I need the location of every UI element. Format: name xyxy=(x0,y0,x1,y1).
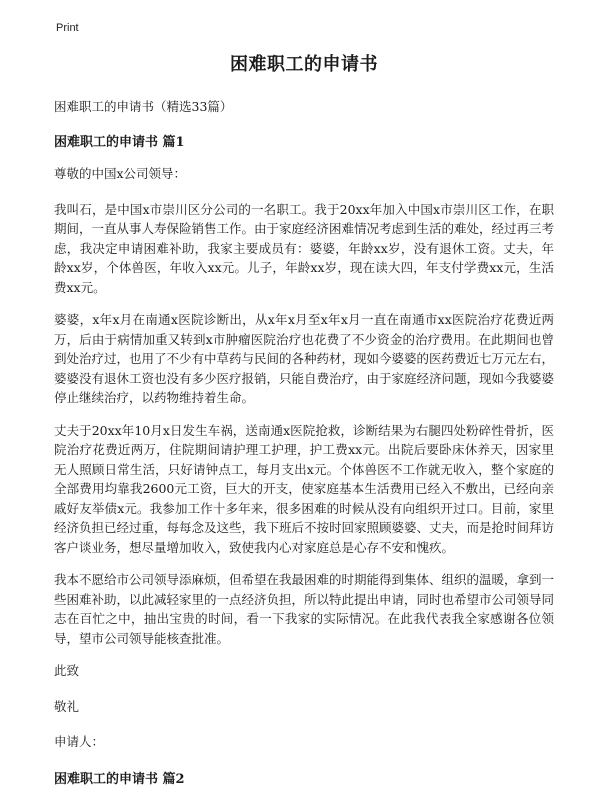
closing-regards: 此致 xyxy=(54,663,80,678)
document-title: 困难职工的申请书 xyxy=(230,54,378,75)
paragraph-3: 丈夫于20xx年10月x日发生车祸，送南通x医院抢救，诊断结果为右腿四处粉碎性骨折，医院治疗花费近两万，住院期间请护理工护理，护工费xx元。出院后要卧床休养天，因家里无人照顾日常生活，只好请钟点工，每月支出x元。个体兽医不工作就无收入，整个家庭的全部费用均靠我2600元工资，巨大的开支，使家庭基本生活费用已经入不敷出，已经向亲戚好友举债x元。我参加工作十多年来，很多困难的时候从没有向组织开过口。目前，家里经济负担已经过重，每每念及这些，我下班后不按时回家照顾婆婆、丈夫，而是抢时间拜访客户谈业务，想尽量增加收入，致使我内心对家庭总是心存不安和愧疚。 xyxy=(54,422,555,555)
applicant-line: 申请人： xyxy=(54,734,105,749)
section-heading-1: 困难职工的申请书 篇1 xyxy=(54,135,185,150)
closing-salute: 敬礼 xyxy=(54,698,80,714)
section-heading-2: 困难职工的申请书 篇2 xyxy=(54,771,185,787)
paragraph-4: 我本不愿给市公司领导添麻烦，但希望在我最困难的时期能得到集体、组织的温暖，拿到一些困难补助，以此减轻家里的一点经济负担，所以特此提出申请，同时也希望市公司领导同志在百忙之中，抽出宝贵的时间，看一下我家的实际情况。在此我代表我全家感谢各位领导，望市公司领导能核查批准。 xyxy=(54,572,555,646)
paragraph-2: 婆婆，x年x月在南通x医院诊断出，从x年x月至x年x月一直在南通市xx医院治疗花费近两万，后由于病情加重又转到x市肿瘤医院治疗也花费了不少资金的治疗费用。在此期间也曾到处治疗过，也用了不少有中草药与民间的各种药材，现如今婆婆的医药费近七万元左右，婆婆没有退休工资也没有多少医疗报销，只能自费治疗，由于家庭经济问题，现如今我婆婆停止继续治疗，以药物维持着生命。 xyxy=(54,312,555,405)
salutation: 尊敬的中国x公司领导： xyxy=(54,166,187,181)
paragraph-1: 我叫石，是中国x市崇川区分公司的一名职工。我于20xx年加入中国x市崇川区工作，在职期间，一直从事人寿保险销售工作。由于家庭经济困难情况考虑到生活的难处，经过再三考虑，我决定申请困难补助，我家主要成员有：婆婆，年龄xx岁，没有退休工资。丈夫，年龄xx岁，个体兽医，年收入xx元。儿子，年龄xx岁，现在读大四，年支付学费xx元，生活费xx元。 xyxy=(54,201,555,295)
print-link[interactable]: Print xyxy=(56,22,79,34)
document-subtitle: 困难职工的申请书（精选33篇） xyxy=(54,99,233,114)
document-page xyxy=(54,50,554,801)
